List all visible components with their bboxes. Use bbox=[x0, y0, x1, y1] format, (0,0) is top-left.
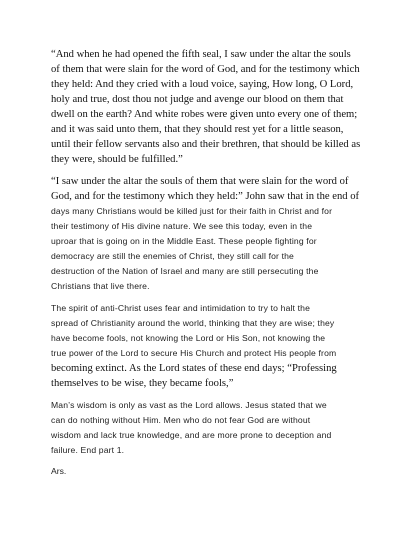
text-line: The spirit of anti-Christ uses fear and intimidation to try to halt the bbox=[51, 303, 311, 313]
text-line: of them that were slain for the word of God, and for the testimony which bbox=[51, 64, 360, 75]
text-line: they were, should be fulfilled.” bbox=[51, 154, 183, 165]
text-line: their testimony of His divine nature. We see this today, even in the bbox=[51, 221, 313, 231]
text-line: destruction of the Nation of Israel and many are still persecuting the bbox=[51, 266, 319, 276]
text-line: they held: And they cried with a loud voice, saying, How long, O Lord, bbox=[51, 79, 354, 90]
text-line: becoming extinct. As the Lord states of these end days; “Professing bbox=[51, 363, 337, 374]
text-line: dwell on the earth? And white robes were given unto every one of them; bbox=[51, 109, 358, 120]
text-line: can do nothing without Him. Men who do not fear God are without bbox=[51, 415, 311, 425]
text-line: and it was said unto them, that they should rest yet for a little season, bbox=[51, 124, 344, 135]
text-line: failure. End part 1. bbox=[51, 445, 125, 455]
text-line: God, and for the testimony which they held:” John saw that in the end of bbox=[51, 191, 360, 202]
text-line: true power of the Lord to secure His Church and protect His people from bbox=[51, 348, 337, 358]
paragraph-commentary-1 bbox=[51, 174, 390, 294]
text-line: holy and true, dost thou not judge and avenge our blood on them that bbox=[51, 94, 344, 105]
text-line: days many Christians would be killed just for their faith in Christ and for bbox=[51, 206, 333, 216]
text-line: have become fools, not knowing the Lord or His Son, not knowing the bbox=[51, 333, 326, 343]
paragraph-commentary-3 bbox=[51, 398, 390, 458]
text-line: “I saw under the altar the souls of them that were slain for the word of bbox=[51, 176, 349, 187]
text-line: “And when he had opened the fifth seal, I saw under the altar the souls bbox=[51, 49, 351, 60]
paragraph-commentary-2 bbox=[51, 301, 390, 391]
author-signoff: Ars. bbox=[51, 466, 67, 476]
text-line: spread of Christianity around the world, thinking that they are wise; they bbox=[51, 318, 335, 328]
text-line: uproar that is going on in the Middle East. These people fighting for bbox=[51, 236, 317, 246]
text-line: until their fellow servants also and their brethren, that should be killed as bbox=[51, 139, 361, 150]
text-line: democracy are still the enemies of Christ, they still call for the bbox=[51, 251, 294, 261]
text-line: Man’s wisdom is only as vast as the Lord allows. Jesus stated that we bbox=[51, 400, 327, 410]
text-line: Christians that live there. bbox=[51, 281, 150, 291]
text-line: themselves to be wise, they became fools,” bbox=[51, 378, 234, 389]
paragraph-scripture-quote bbox=[51, 47, 390, 167]
text-line: wisdom and lack true knowledge, and are more prone to deception and bbox=[51, 430, 332, 440]
